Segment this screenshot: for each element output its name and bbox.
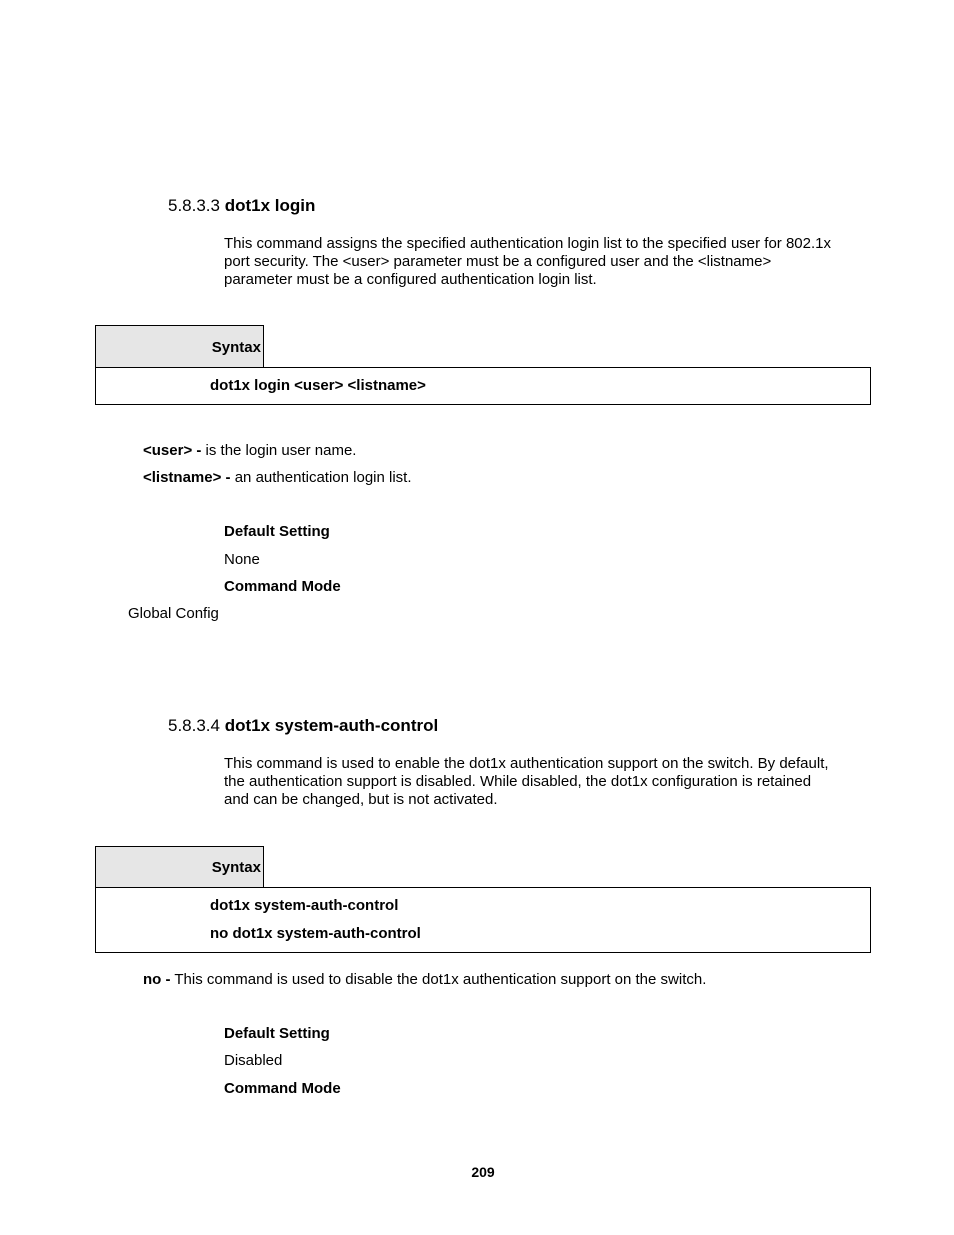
description-line: port security. The <user> parameter must be a configured user and the <listname> [224, 253, 772, 270]
parameter-no [143, 971, 706, 988]
parameter-name: <user> - [143, 442, 202, 459]
page-number: 209 [471, 1164, 495, 1180]
section-heading-dot1x-login [168, 196, 315, 216]
syntax-header [95, 846, 264, 888]
default-setting-value: None [224, 551, 260, 568]
command-mode-label: Command Mode [224, 1080, 341, 1097]
description-line: This command is used to enable the dot1x authentication support on the switch. By default, [224, 755, 829, 772]
section-title: dot1x system-auth-control [224, 716, 439, 735]
syntax-box [95, 367, 871, 405]
syntax-command: no dot1x system-auth-control [210, 925, 421, 942]
default-setting-value: Disabled [224, 1052, 283, 1069]
description-line: This command assigns the specified authentication login list to the specified user for 802.1x [224, 235, 832, 252]
parameter-desc: an authentication login list. [230, 469, 412, 486]
command-mode-value: Global Config [128, 605, 219, 622]
syntax-command: dot1x system-auth-control [210, 897, 399, 914]
section-title: dot1x login [224, 196, 316, 215]
description-line: parameter must be a configured authentication login list. [224, 271, 597, 288]
section-number: 5.8.3.3 [168, 196, 220, 215]
description-line: the authentication support is disabled. While disabled, the dot1x configuration is retained [224, 773, 812, 790]
parameter-desc: is the login user name. [201, 442, 357, 459]
parameter-name: <listname> - [143, 469, 231, 486]
default-setting-label: Default Setting [224, 523, 330, 540]
syntax-command: dot1x login <user> <listname> [210, 377, 426, 394]
section-number: 5.8.3.4 [168, 716, 220, 735]
syntax-label: Syntax [211, 339, 261, 356]
syntax-box [95, 887, 871, 953]
parameter-desc: This command is used to disable the dot1x authentication support on the switch. [170, 971, 707, 988]
parameter-name: no - [143, 971, 171, 988]
command-mode-label: Command Mode [224, 578, 341, 595]
section-description [224, 755, 864, 809]
description-line: and can be changed, but is not activated. [224, 791, 498, 808]
parameter-user [143, 442, 356, 459]
parameter-listname [143, 469, 412, 486]
section-heading-dot1x-system-auth-control [168, 716, 438, 736]
section-description [224, 235, 864, 289]
default-setting-label: Default Setting [224, 1025, 330, 1042]
syntax-label: Syntax [211, 859, 261, 876]
syntax-header [95, 325, 264, 368]
